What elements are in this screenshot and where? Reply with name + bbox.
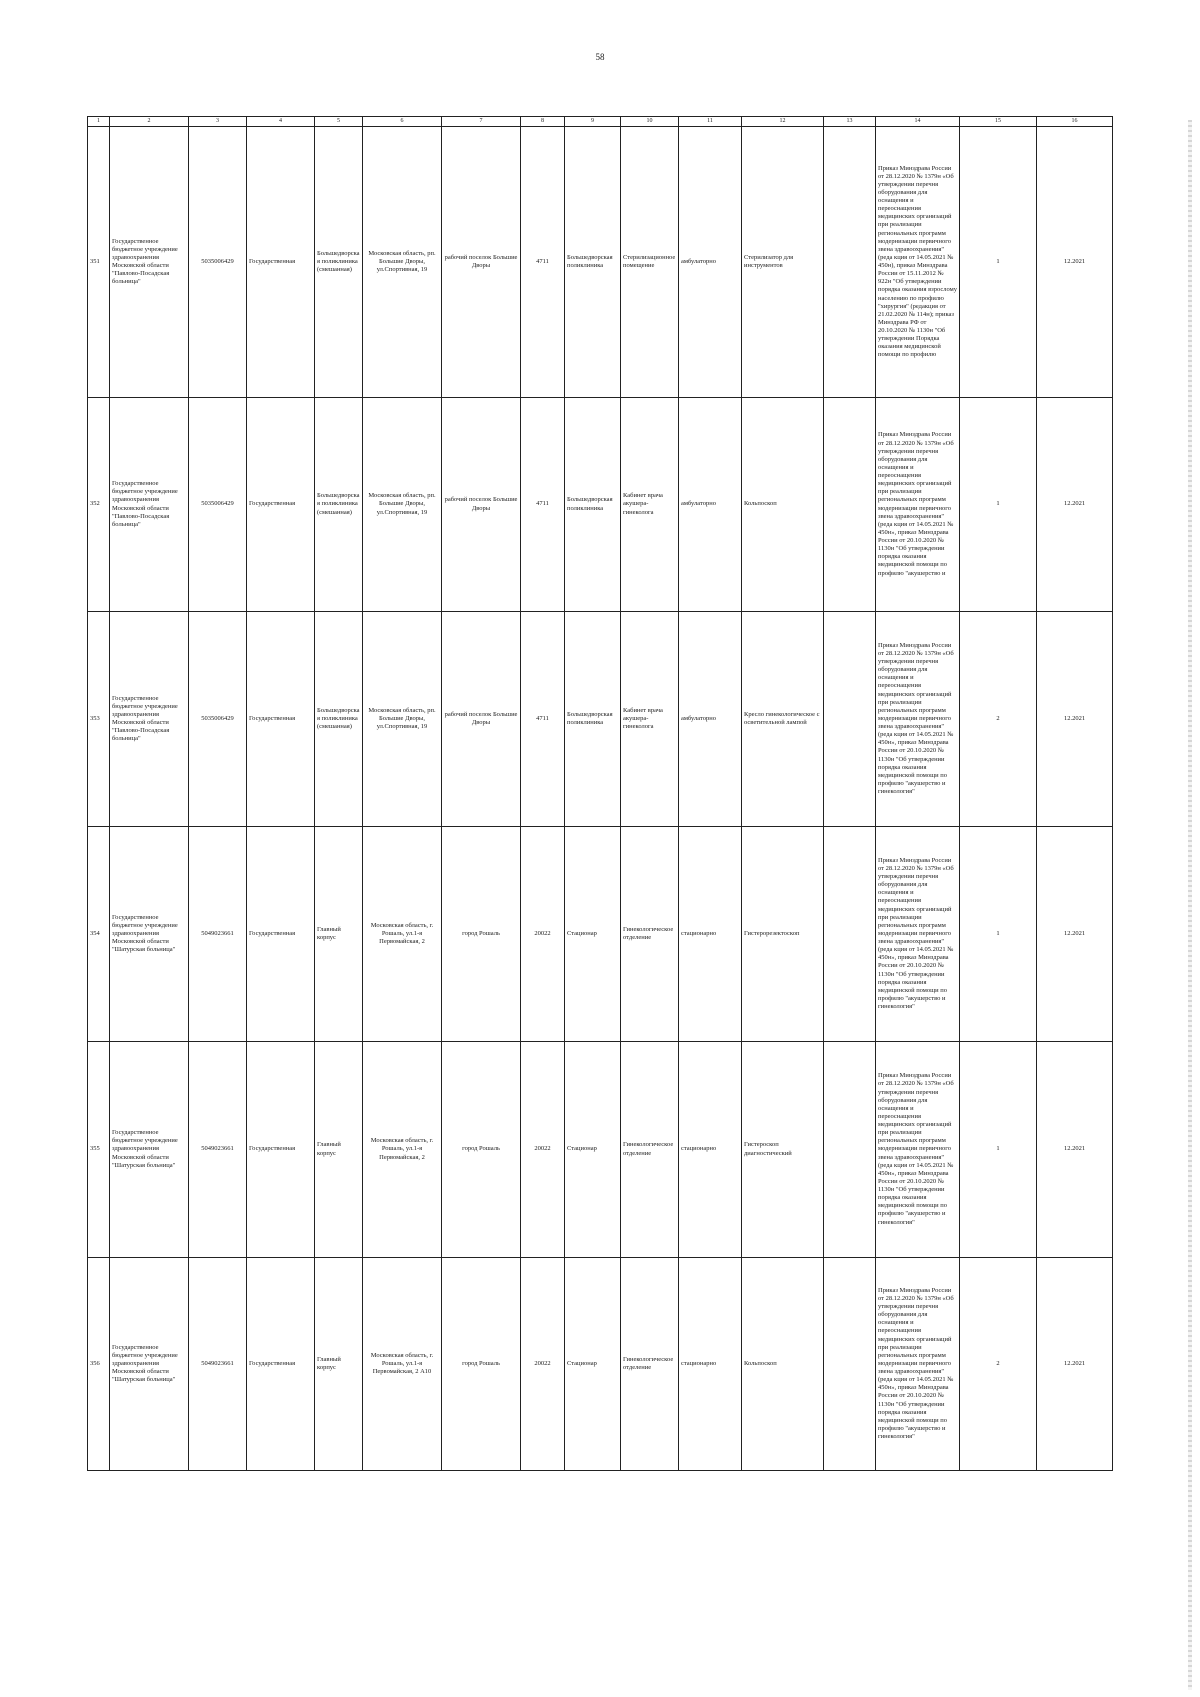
- settlement-code: 4711: [521, 612, 565, 827]
- table-row: [88, 827, 1113, 1042]
- settlement-code: 20022: [521, 1042, 565, 1258]
- quantity: 1: [960, 1042, 1037, 1258]
- column-header: 11: [679, 117, 742, 127]
- equipment-name: Гистероскоп диагностический: [742, 1042, 824, 1258]
- legal-basis-cell: [876, 127, 960, 398]
- equipment-registry-table: [87, 116, 1113, 1471]
- address: Московская область, г. Рошаль, ул.1-я Первомайская, 2: [363, 1042, 442, 1258]
- legal-basis-text: Приказ Минздрава России от 28.12.2020 № 1379н «Об утверждении перечня оборудования для оснащения и переоснащения медицинских организаций при реализации региональных программ модернизации первичного звена здравоохранения"(реда кция от 14.05.2021 № 450н», приказ Минздрава России от 20.10.2020 № 1130н "Об утверждении порядка оказания медицинской помощи по профилю "акушерство и: [878, 431, 956, 577]
- address: Московская область, рп. Большие Дворы, ул.Спортивная, 19: [363, 612, 442, 827]
- settlement: рабочий поселок Большие Дворы: [442, 612, 521, 827]
- column-header: 7: [442, 117, 521, 127]
- ownership-form: Государственная: [247, 827, 315, 1042]
- ownership-form: Государственная: [247, 127, 315, 398]
- table-row: [88, 398, 1113, 612]
- column-number-row: [88, 117, 1113, 127]
- column-header: 15: [960, 117, 1037, 127]
- legal-basis-text: Приказ Минздрава России от 28.12.2020 № 1379н «Об утверждении перечня оборудования для оснащения и переоснащения медицинских организаций при реализации региональных программ модернизации первичного звена здравоохранения"(реда кция от 14.05.2021 № 450н», приказ Минздрава России от 20.10.2020 № 1130н "Об утверждении порядка оказания медицинской помощи по профилю "акушерство и гинекология": [878, 1072, 956, 1226]
- institution-name: Государственное бюджетное учреждение здравоохранения Московской области "Шатурская больница": [110, 827, 189, 1042]
- quantity: 1: [960, 398, 1037, 612]
- column-header: 5: [315, 117, 363, 127]
- settlement-code: 4711: [521, 398, 565, 612]
- ownership-form: Государственная: [247, 1258, 315, 1471]
- page-number: 58: [595, 52, 605, 62]
- legal-basis-text: Приказ Минздрава России от 28.12.2020 № 1379н «Об утверждении перечня оборудования для оснащения и переоснащения медицинских организаций при реализации региональных программ модернизации первичного звена здравоохранения"(реда кция от 14.05.2021 № 450н», приказ Минздрава России от 20.10.2020 № 1130н "Об утверждении порядка оказания медицинской помощи по профилю "акушерство и гинекология": [878, 641, 956, 796]
- row-number: 353: [88, 612, 110, 827]
- settlement: рабочий поселок Большие Дворы: [442, 127, 521, 398]
- inn: 5049023661: [189, 1042, 247, 1258]
- building: Главный корпус: [315, 827, 363, 1042]
- care-type: стационарно: [679, 827, 742, 1042]
- delivery-date: 12.2021: [1037, 127, 1113, 398]
- row-number: 356: [88, 1258, 110, 1471]
- address: Московская область, рп. Большие Дворы, ул.Спортивная, 19: [363, 127, 442, 398]
- subdivision: Большедворская поликлиника: [565, 398, 621, 612]
- legal-basis-cell: [876, 827, 960, 1042]
- settlement: рабочий поселок Большие Дворы: [442, 398, 521, 612]
- legal-basis-cell: [876, 612, 960, 827]
- settlement-code: 4711: [521, 127, 565, 398]
- building: Большедворска я поликлиника (смешанная): [315, 398, 363, 612]
- address: Московская область, г. Рошаль, ул.1-я Первомайская, 2: [363, 827, 442, 1042]
- quantity: 1: [960, 827, 1037, 1042]
- equipment-name: Кольпоскоп: [742, 1258, 824, 1471]
- row-number: 352: [88, 398, 110, 612]
- ownership-form: Государственная: [247, 1042, 315, 1258]
- delivery-date: 12.2021: [1037, 827, 1113, 1042]
- legal-basis-cell: [876, 1258, 960, 1471]
- care-type: амбулаторно: [679, 398, 742, 612]
- legal-basis-text: Приказ Минздрава России от 28.12.2020 № 1379н «Об утверждении перечня оборудования для оснащения и переоснащения медицинских организаций при реализации региональных программ модернизации первичного звена здравоохранения"(реда кция от 14.05.2021 № 450н», приказ Минздрава России от 20.10.2020 № 1130н "Об утверждении порядка оказания медицинской помощи по профилю "акушерство и гинекология": [878, 1286, 956, 1441]
- room: Стерилизационное помещение: [621, 127, 679, 398]
- building: Большедворска я поликлиника (смешанная): [315, 127, 363, 398]
- inn: 5035006429: [189, 398, 247, 612]
- delivery-date: 12.2021: [1037, 612, 1113, 827]
- settlement: город Рошаль: [442, 1258, 521, 1471]
- institution-name: Государственное бюджетное учреждение здравоохранения Московской области "Павлово-Посадская больница": [110, 127, 189, 398]
- column-header: 6: [363, 117, 442, 127]
- institution-name: Государственное бюджетное учреждение здравоохранения Московской области "Шатурская больница": [110, 1258, 189, 1471]
- equipment-name: Кольпоскоп: [742, 398, 824, 612]
- inn: 5035006429: [189, 612, 247, 827]
- address: Московская область, рп. Большие Дворы, ул.Спортивная, 19: [363, 398, 442, 612]
- equipment-name: Гистерорезектоскоп: [742, 827, 824, 1042]
- delivery-date: 12.2021: [1037, 1042, 1113, 1258]
- subdivision: Большедворская поликлиника: [565, 127, 621, 398]
- building: Большедворска я поликлиника (смешанная): [315, 612, 363, 827]
- room: Кабинет врача акушера-гинеколога: [621, 612, 679, 827]
- column-header: 13: [824, 117, 876, 127]
- building: Главный корпус: [315, 1042, 363, 1258]
- quantity: 2: [960, 1258, 1037, 1471]
- institution-name: Государственное бюджетное учреждение здравоохранения Московской области "Павлово-Посадская больница": [110, 612, 189, 827]
- legal-basis-cell: [876, 1042, 960, 1258]
- settlement: город Рошаль: [442, 1042, 521, 1258]
- legal-basis-cell: [876, 398, 960, 612]
- column-13-cell: [824, 827, 876, 1042]
- inn: 5049023661: [189, 827, 247, 1042]
- column-header: 14: [876, 117, 960, 127]
- legal-basis-text: Приказ Минздрава России от 28.12.2020 № 1379н «Об утверждении перечня оборудования для оснащения и переоснащения медицинских организаций при реализации региональных программ модернизации первичного звена здравоохранения"(реда кция от 14.05.2021 № 450н», приказ Минздрава России от 20.10.2020 № 1130н "Об утверждении порядка оказания медицинской помощи по профилю "акушерство и гинекология": [878, 856, 956, 1011]
- settlement-code: 20022: [521, 827, 565, 1042]
- column-13-cell: [824, 1258, 876, 1471]
- room: Гинекологическое отделение: [621, 1258, 679, 1471]
- equipment-name: Стерилизатор для инструментов: [742, 127, 824, 398]
- room: Гинекологическое отделение: [621, 1042, 679, 1258]
- care-type: амбулаторно: [679, 612, 742, 827]
- quantity: 2: [960, 612, 1037, 827]
- institution-name: Государственное бюджетное учреждение здравоохранения Московской области "Павлово-Посадская больница": [110, 398, 189, 612]
- column-header: 12: [742, 117, 824, 127]
- scan-edge-strip: [1188, 120, 1192, 1690]
- column-header: 3: [189, 117, 247, 127]
- subdivision: Стационар: [565, 827, 621, 1042]
- legal-basis-text: Приказ Минздрава России от 28.12.2020 № 1379н «Об утверждении перечня оборудования для оснащения и переоснащения медицинских организаций при реализации региональных программ модернизации первичного звена здравоохранения"(реда кция от 14.05.2021 № 450н), приказ Минздрава России от 15.11.2012 № 922н "Об утверждении порядка оказания взрослому населению по профилю "хирургия" (редакция от 21.02.2020 № 114н); приказ Минздрава РФ от 20.10.2020 № 1130н "Об утверждении Порядка оказания медицинской помощи по профилю: [878, 164, 959, 359]
- column-header: 2: [110, 117, 189, 127]
- column-13-cell: [824, 127, 876, 398]
- column-13-cell: [824, 398, 876, 612]
- column-13-cell: [824, 1042, 876, 1258]
- column-header: 1: [88, 117, 110, 127]
- table-row: [88, 1258, 1113, 1471]
- row-number: 355: [88, 1042, 110, 1258]
- settlement: город Рошаль: [442, 827, 521, 1042]
- column-header: 10: [621, 117, 679, 127]
- ownership-form: Государственная: [247, 612, 315, 827]
- table-row: [88, 612, 1113, 827]
- table-row: [88, 1042, 1113, 1258]
- institution-name: Государственное бюджетное учреждение здравоохранения Московской области "Шатурская больница": [110, 1042, 189, 1258]
- row-number: 354: [88, 827, 110, 1042]
- room: Гинекологическое отделение: [621, 827, 679, 1042]
- subdivision: Большедворская поликлиника: [565, 612, 621, 827]
- table-row: [88, 127, 1113, 398]
- column-header: 16: [1037, 117, 1113, 127]
- quantity: 1: [960, 127, 1037, 398]
- column-header: 8: [521, 117, 565, 127]
- care-type: стационарно: [679, 1258, 742, 1471]
- column-header: 9: [565, 117, 621, 127]
- subdivision: Стационар: [565, 1258, 621, 1471]
- column-13-cell: [824, 612, 876, 827]
- subdivision: Стационар: [565, 1042, 621, 1258]
- delivery-date: 12.2021: [1037, 1258, 1113, 1471]
- delivery-date: 12.2021: [1037, 398, 1113, 612]
- inn: 5049023661: [189, 1258, 247, 1471]
- room: Кабинет врача акушера-гинеколога: [621, 398, 679, 612]
- settlement-code: 20022: [521, 1258, 565, 1471]
- ownership-form: Государственная: [247, 398, 315, 612]
- care-type: амбулаторно: [679, 127, 742, 398]
- row-number: 351: [88, 127, 110, 398]
- building: Главный корпус: [315, 1258, 363, 1471]
- equipment-name: Кресло гинекологическое с осветительной лампой: [742, 612, 824, 827]
- column-header: 4: [247, 117, 315, 127]
- inn: 5035006429: [189, 127, 247, 398]
- address: Московская область, г. Рошаль, ул.1-я Первомайская, 2 А10: [363, 1258, 442, 1471]
- care-type: стационарно: [679, 1042, 742, 1258]
